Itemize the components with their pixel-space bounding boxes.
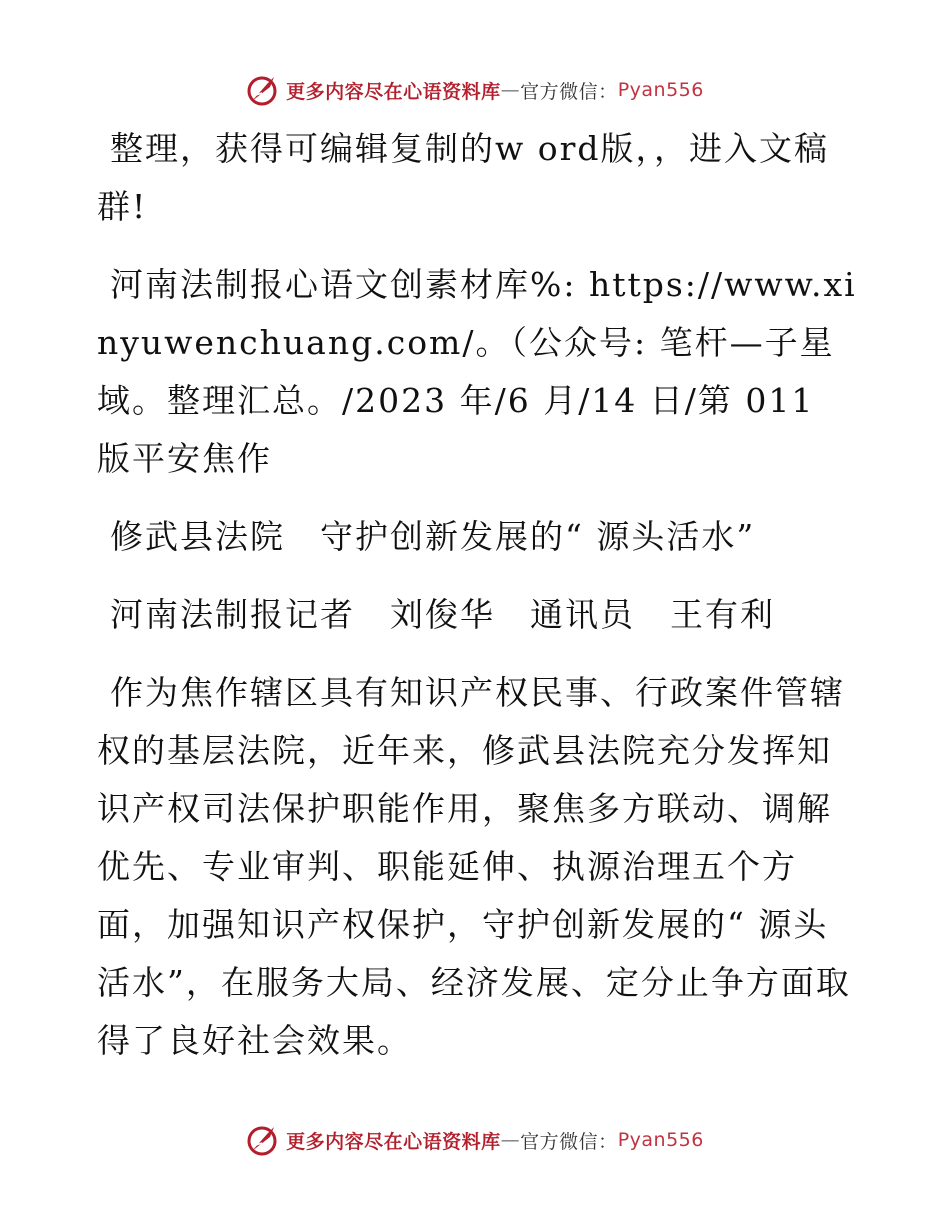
intro-note: 整理，获得可编辑复制的w ord版，，进入文稿群! <box>97 129 830 226</box>
source-line: 河南法制报心语文创素材库%: https://www.xinyuwenchuang.com/。（公众号: 笔杆—子星域。整理汇总。/2023 年/6 月/14 日/第 011 版平安焦作 <box>97 265 857 478</box>
wechat-label: 官方微信： <box>520 1130 618 1153</box>
article-headline: 修武县法院 守护创新发展的“ 源头活水” <box>110 517 756 556</box>
wechat-label: 官方微信： <box>520 80 618 103</box>
promo-text: 更多内容尽在心语资料库 <box>286 1130 501 1153</box>
promo-text: 更多内容尽在心语资料库 <box>286 80 501 103</box>
wechat-id: Pyan556 <box>617 1129 704 1151</box>
quill-pen-logo-icon <box>246 1123 280 1157</box>
quill-pen-logo-icon <box>246 73 280 107</box>
wechat-id: Pyan556 <box>617 79 704 101</box>
article-body <box>97 120 857 1090</box>
footer-banner <box>0 1120 950 1160</box>
header-banner <box>0 70 950 110</box>
byline: 河南法制报记者 刘俊华 通讯员 王有利 <box>110 595 775 634</box>
banner-separator: — <box>500 1129 521 1151</box>
banner-separator: — <box>500 79 521 101</box>
lead-paragraph: 作为焦作辖区具有知识产权民事、行政案件管辖权的基层法院，近年来，修武县法院充分发挥知识产权司法保护职能作用，聚焦多方联动、调解优先、专业审判、职能延伸、执源治理五个方面，加强知识产权保护，守护创新发展的“ 源头活水”，在服务大局、经济发展、定分止争方面取得了良好社会效果。 <box>97 673 851 1060</box>
